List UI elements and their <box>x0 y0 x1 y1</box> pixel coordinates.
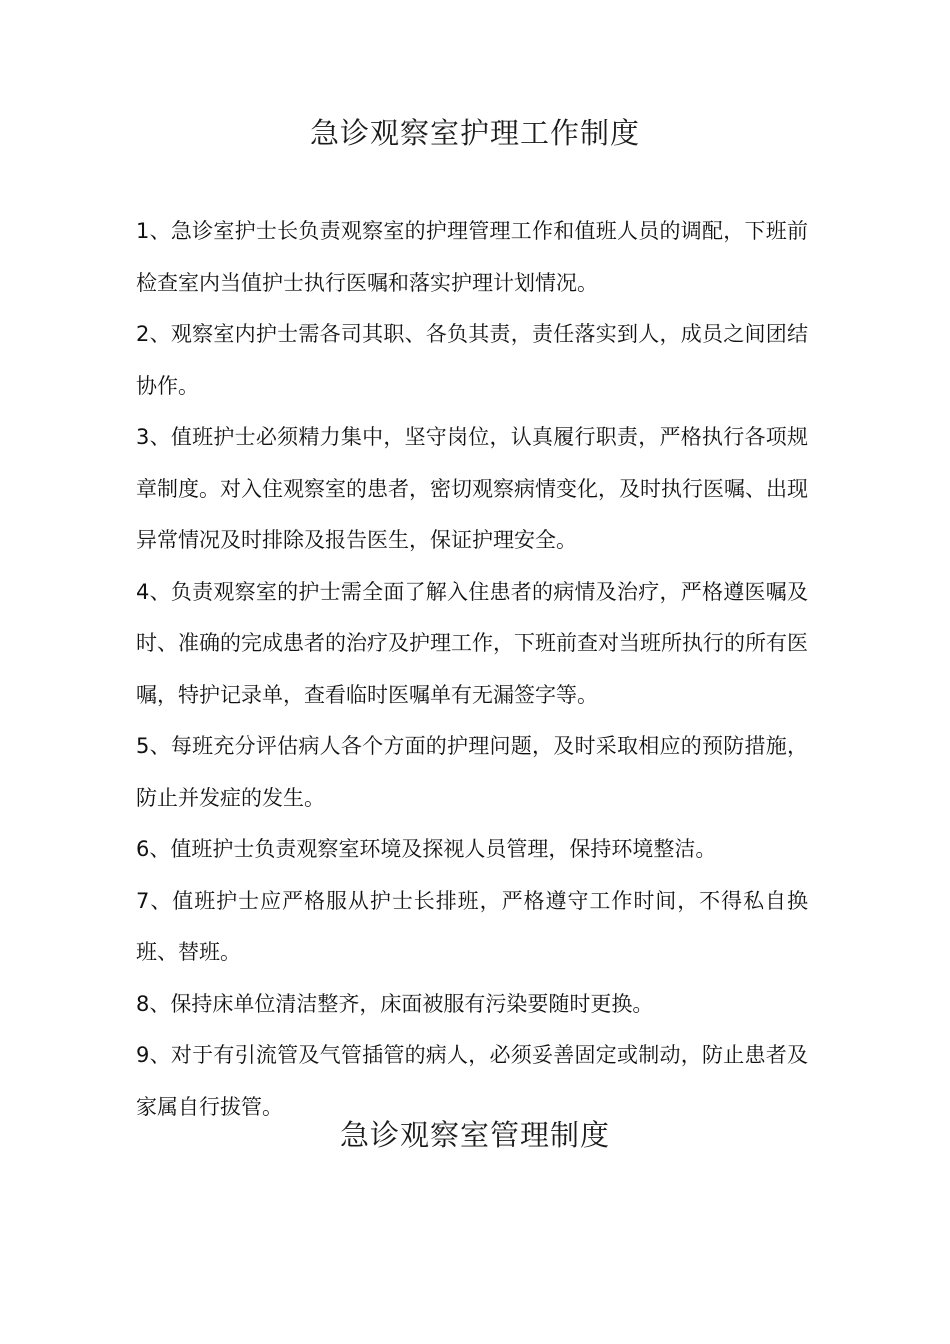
rule-item-3: 3、值班护士必须精力集中，坚守岗位，认真履行职责，严格执行各项规章制度。对入住观察室的患者，密切观察病情变化，及时执行医嘱、出现异常情况及时排除及报告医生，保证护理安全。 <box>136 425 808 552</box>
rule-item-2: 2、观察室内护士需各司其职、各负其责，责任落实到人，成员之间团结协作。 <box>136 322 808 398</box>
rule-item-8: 8、保持床单位清洁整齐，床面被服有污染要随时更换。 <box>136 991 654 1016</box>
document-title: 急诊观察室护理工作制度 <box>309 116 640 150</box>
rules-list <box>136 206 808 1133</box>
rule-item-5: 5、每班充分评估病人各个方面的护理问题，及时采取相应的预防措施，防止并发症的发生。 <box>136 734 808 810</box>
rule-item-9: 9、对于有引流管及气管插管的病人，必须妥善固定或制动，防止患者及家属自行拔管。 <box>136 1043 808 1119</box>
next-section-title: 急诊观察室管理制度 <box>339 1118 610 1152</box>
rule-item-6: 6、值班护士负责观察室环境及探视人员管理，保持环境整洁。 <box>136 837 717 861</box>
rule-item-7: 7、值班护士应严格服从护士长排班，严格遵守工作时间，不得私自换班、替班。 <box>136 888 808 964</box>
rule-item-1: 1、急诊室护士长负责观察室的护理管理工作和值班人员的调配，下班前检查室内当值护士执行医嘱和落实护理计划情况。 <box>136 219 808 295</box>
rule-item-4: 4、负责观察室的护士需全面了解入住患者的病情及治疗，严格遵医嘱及时、准确的完成患者的治疗及护理工作，下班前查对当班所执行的所有医嘱，特护记录单，查看临时医嘱单有无漏签字等。 <box>136 579 808 707</box>
